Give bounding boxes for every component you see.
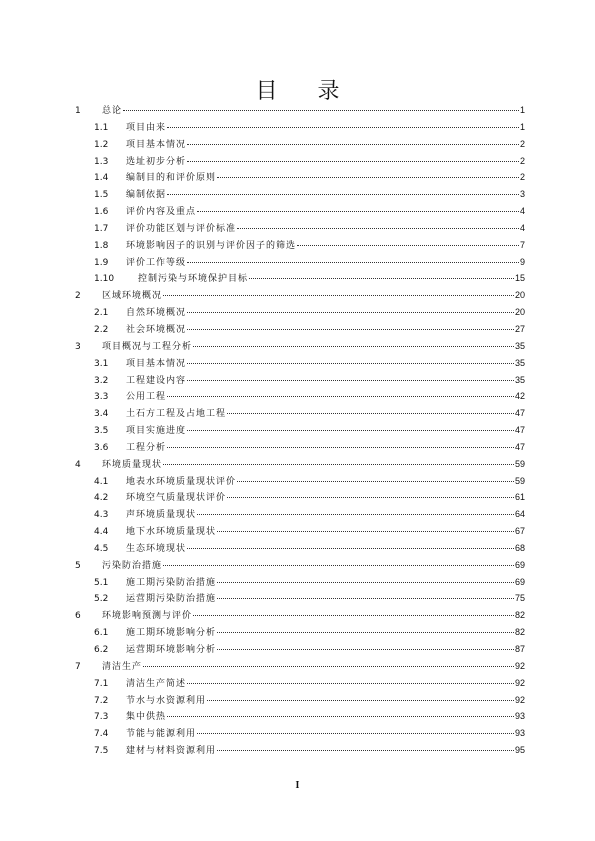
toc-entry-number: 1.1 bbox=[94, 122, 109, 133]
page-number: I bbox=[295, 780, 300, 791]
toc-section-entry[interactable] bbox=[70, 624, 525, 641]
toc-entry-page: 92 bbox=[514, 694, 525, 705]
dot-leader bbox=[187, 161, 519, 162]
toc-entry-number: 4.2 bbox=[94, 493, 109, 504]
toc-entry-title: 生态环境现状 bbox=[126, 543, 187, 554]
toc-entry-page: 20 bbox=[514, 290, 525, 301]
toc-entry-page: 42 bbox=[514, 391, 525, 402]
toc-section-entry[interactable] bbox=[70, 574, 525, 591]
toc-section-entry[interactable] bbox=[70, 372, 525, 389]
table-of-contents bbox=[70, 102, 525, 759]
toc-section-entry[interactable] bbox=[70, 153, 525, 170]
toc-entry-title: 环境影响预测与评价 bbox=[102, 611, 193, 622]
toc-entry-number: 4.3 bbox=[94, 510, 109, 521]
toc-entry-page: 95 bbox=[514, 745, 525, 756]
title-char-right: 录 bbox=[317, 79, 340, 104]
toc-entry-title: 区域环境概况 bbox=[102, 291, 163, 302]
toc-entry-title: 项目基本情况 bbox=[126, 358, 187, 369]
dot-leader bbox=[163, 464, 514, 465]
dot-leader bbox=[187, 329, 514, 330]
toc-entry-page: 92 bbox=[514, 660, 525, 671]
toc-entry-title: 声环境质量现状 bbox=[126, 510, 197, 521]
toc-entry-title: 编制依据 bbox=[126, 190, 167, 201]
toc-entry-page: 2 bbox=[519, 155, 525, 166]
toc-chapter-entry[interactable] bbox=[70, 287, 525, 304]
toc-entry-title: 环境影响因子的识别与评价因子的筛选 bbox=[126, 240, 297, 251]
toc-entry-number: 7.5 bbox=[94, 746, 109, 757]
dot-leader bbox=[217, 177, 519, 178]
toc-section-entry[interactable] bbox=[70, 708, 525, 725]
dot-leader bbox=[167, 447, 514, 448]
toc-entry-number: 1.7 bbox=[94, 223, 109, 234]
toc-entry-title: 工程分析 bbox=[126, 442, 167, 453]
dot-leader bbox=[237, 228, 519, 229]
toc-entry-number: 3.6 bbox=[94, 442, 109, 453]
toc-entry-page: 47 bbox=[514, 425, 525, 436]
dot-leader bbox=[187, 144, 519, 145]
toc-entry-page: 3 bbox=[519, 189, 525, 200]
dot-leader bbox=[187, 262, 519, 263]
toc-chapter-entry[interactable] bbox=[70, 456, 525, 473]
toc-chapter-entry[interactable] bbox=[70, 607, 525, 624]
toc-section-entry[interactable] bbox=[70, 136, 525, 153]
toc-entry-page: 9 bbox=[519, 256, 525, 267]
toc-section-entry[interactable] bbox=[70, 270, 525, 287]
dot-leader bbox=[193, 615, 514, 616]
toc-entry-page: 92 bbox=[514, 677, 525, 688]
toc-entry-title: 项目基本情况 bbox=[126, 139, 187, 150]
toc-entry-number: 7.4 bbox=[94, 729, 109, 740]
toc-entry-page: 47 bbox=[514, 408, 525, 419]
toc-entry-title: 集中供热 bbox=[126, 712, 167, 723]
toc-entry-page: 35 bbox=[514, 340, 525, 351]
toc-entry-title: 环境质量现状 bbox=[102, 459, 163, 470]
toc-entry-title: 运营期污染防治措施 bbox=[126, 594, 217, 605]
toc-chapter-entry[interactable] bbox=[70, 102, 525, 119]
dot-leader bbox=[163, 565, 514, 566]
toc-entry-title: 施工期环境影响分析 bbox=[126, 628, 217, 639]
toc-entry-page: 87 bbox=[514, 644, 525, 654]
toc-section-entry[interactable] bbox=[70, 725, 525, 742]
dot-leader bbox=[167, 194, 519, 195]
toc-entry-page: 15 bbox=[514, 273, 525, 284]
toc-entry-page: 27 bbox=[514, 323, 525, 334]
toc-entry-page: 82 bbox=[514, 627, 525, 638]
title-char-left: 目 bbox=[255, 79, 278, 104]
toc-entry-page: 35 bbox=[514, 357, 525, 368]
dot-leader bbox=[187, 312, 514, 313]
toc-entry-number: 7.2 bbox=[94, 695, 109, 706]
toc-entry-page: 1 bbox=[519, 105, 525, 115]
toc-section-entry[interactable] bbox=[70, 203, 525, 220]
toc-entry-title: 清洁生产简述 bbox=[126, 678, 187, 689]
toc-chapter-entry[interactable] bbox=[70, 658, 525, 675]
dot-leader bbox=[227, 413, 514, 414]
toc-entry-number: 5.1 bbox=[94, 577, 109, 588]
toc-section-entry[interactable] bbox=[70, 692, 525, 709]
toc-entry-number: 2.1 bbox=[94, 308, 109, 319]
toc-entry-page: 93 bbox=[514, 711, 525, 722]
page-title bbox=[0, 74, 595, 105]
toc-entry-title: 编制目的和评价原则 bbox=[126, 173, 217, 184]
dot-leader bbox=[187, 363, 514, 364]
toc-entry-title: 选址初步分析 bbox=[126, 156, 187, 167]
toc-entry-number: 3.4 bbox=[94, 409, 109, 420]
dot-leader bbox=[197, 514, 514, 515]
toc-entry-title: 环境空气质量现状评价 bbox=[126, 493, 227, 504]
toc-entry-title: 清洁生产 bbox=[102, 661, 143, 672]
toc-entry-page: 7 bbox=[519, 239, 525, 250]
toc-section-entry[interactable] bbox=[70, 355, 525, 372]
toc-section-entry[interactable] bbox=[70, 473, 525, 490]
toc-entry-number: 7.3 bbox=[94, 712, 109, 723]
toc-section-entry[interactable] bbox=[70, 523, 525, 540]
toc-entry-number: 1.3 bbox=[94, 156, 109, 167]
toc-section-entry[interactable] bbox=[70, 742, 525, 759]
toc-entry-number: 7 bbox=[75, 661, 81, 672]
toc-entry-page: 67 bbox=[514, 526, 525, 537]
toc-entry-number: 3.5 bbox=[94, 426, 109, 437]
dot-leader bbox=[297, 245, 519, 246]
toc-section-entry[interactable] bbox=[70, 220, 525, 237]
toc-entry-number: 1 bbox=[75, 106, 81, 116]
toc-entry-title: 节能与能源利用 bbox=[126, 729, 197, 740]
toc-section-entry[interactable] bbox=[70, 506, 525, 523]
dot-leader bbox=[187, 683, 514, 684]
toc-entry-number: 7.1 bbox=[94, 678, 109, 689]
dot-leader bbox=[123, 110, 519, 111]
toc-entry-page: 69 bbox=[514, 559, 525, 570]
toc-entry-title: 污染防治措施 bbox=[102, 560, 163, 571]
toc-entry-title: 控制污染与环境保护目标 bbox=[138, 274, 249, 285]
toc-section-entry[interactable] bbox=[70, 321, 525, 338]
toc-entry-number: 1.6 bbox=[94, 207, 109, 218]
toc-entry-title: 社会环境概况 bbox=[126, 324, 187, 335]
toc-entry-page: 59 bbox=[514, 458, 525, 469]
dot-leader bbox=[217, 598, 514, 599]
dot-leader bbox=[217, 750, 514, 751]
toc-chapter-entry[interactable] bbox=[70, 557, 525, 574]
toc-entry-title: 评价功能区划与评价标准 bbox=[126, 223, 237, 234]
toc-entry-page: 1 bbox=[519, 121, 525, 132]
toc-entry-number: 5.2 bbox=[94, 594, 109, 605]
toc-entry-page: 61 bbox=[514, 492, 525, 503]
toc-entry-title: 施工期污染防治措施 bbox=[126, 577, 217, 588]
dot-leader bbox=[143, 666, 514, 667]
toc-entry-number: 6.1 bbox=[94, 628, 109, 639]
toc-entry-number: 1.10 bbox=[94, 274, 115, 285]
toc-section-entry[interactable] bbox=[70, 422, 525, 439]
dot-leader bbox=[167, 396, 514, 397]
toc-section-entry[interactable] bbox=[70, 590, 525, 607]
toc-entry-page: 4 bbox=[519, 222, 525, 233]
toc-entry-number: 6.2 bbox=[94, 645, 109, 655]
toc-entry-number: 1.9 bbox=[94, 257, 109, 268]
dot-leader bbox=[187, 548, 514, 549]
dot-leader bbox=[227, 497, 514, 498]
dot-leader bbox=[163, 295, 514, 296]
toc-entry-page: 75 bbox=[514, 593, 525, 604]
toc-entry-number: 4.1 bbox=[94, 476, 109, 487]
toc-entry-number: 1.5 bbox=[94, 190, 109, 201]
dot-leader bbox=[167, 716, 514, 717]
toc-section-entry[interactable] bbox=[70, 388, 525, 405]
dot-leader bbox=[187, 430, 514, 431]
toc-section-entry[interactable] bbox=[70, 169, 525, 186]
toc-entry-page: 2 bbox=[519, 138, 525, 149]
toc-entry-title: 自然环境概况 bbox=[126, 308, 187, 319]
dot-leader bbox=[249, 278, 514, 279]
toc-entry-number: 3 bbox=[75, 341, 81, 352]
toc-entry-title: 项目由来 bbox=[126, 122, 167, 133]
toc-entry-title: 项目概况与工程分析 bbox=[102, 341, 193, 352]
dot-leader bbox=[207, 700, 514, 701]
toc-section-entry[interactable] bbox=[70, 186, 525, 203]
toc-entry-number: 5 bbox=[75, 560, 81, 571]
dot-leader bbox=[197, 733, 514, 734]
toc-entry-number: 6 bbox=[75, 611, 81, 622]
dot-leader bbox=[217, 649, 514, 650]
toc-section-entry[interactable] bbox=[70, 675, 525, 692]
toc-entry-page: 93 bbox=[514, 728, 525, 739]
dot-leader bbox=[187, 380, 514, 381]
toc-entry-title: 工程建设内容 bbox=[126, 375, 187, 386]
toc-entry-title: 总论 bbox=[102, 106, 123, 116]
toc-entry-page: 2 bbox=[519, 172, 525, 183]
toc-entry-page: 35 bbox=[514, 374, 525, 385]
toc-entry-title: 建材与材料资源利用 bbox=[126, 746, 217, 757]
toc-section-entry[interactable] bbox=[70, 119, 525, 136]
toc-entry-number: 1.8 bbox=[94, 240, 109, 251]
toc-entry-page: 4 bbox=[519, 206, 525, 217]
toc-entry-number: 4.4 bbox=[94, 527, 109, 538]
toc-entry-number: 4.5 bbox=[94, 543, 109, 554]
toc-entry-title: 评价工作等级 bbox=[126, 257, 187, 268]
dot-leader bbox=[217, 582, 514, 583]
toc-section-entry[interactable] bbox=[70, 489, 525, 506]
dot-leader bbox=[193, 346, 514, 347]
dot-leader bbox=[217, 632, 514, 633]
toc-section-entry[interactable] bbox=[70, 540, 525, 557]
toc-entry-number: 3.2 bbox=[94, 375, 109, 386]
dot-leader bbox=[237, 481, 514, 482]
toc-entry-page: 82 bbox=[514, 610, 525, 621]
toc-entry-number: 1.2 bbox=[94, 139, 109, 150]
toc-entry-page: 47 bbox=[514, 441, 525, 452]
toc-entry-number: 2.2 bbox=[94, 324, 109, 335]
dot-leader bbox=[167, 127, 519, 128]
toc-section-entry[interactable] bbox=[70, 641, 525, 658]
toc-entry-title: 地下水环境质量现状 bbox=[126, 527, 217, 538]
toc-entry-number: 1.4 bbox=[94, 173, 109, 184]
dot-leader bbox=[217, 531, 514, 532]
toc-section-entry[interactable] bbox=[70, 254, 525, 271]
toc-section-entry[interactable] bbox=[70, 439, 525, 456]
toc-section-entry[interactable] bbox=[70, 304, 525, 321]
toc-chapter-entry[interactable] bbox=[70, 338, 525, 355]
toc-entry-title: 项目实施进度 bbox=[126, 426, 187, 437]
toc-entry-page: 64 bbox=[514, 509, 525, 520]
toc-entry-page: 69 bbox=[514, 576, 525, 587]
toc-entry-title: 地表水环境质量现状评价 bbox=[126, 476, 237, 487]
toc-entry-page: 20 bbox=[514, 307, 525, 318]
toc-entry-number: 4 bbox=[75, 459, 81, 470]
toc-entry-page: 59 bbox=[514, 475, 525, 486]
toc-entry-number: 3.1 bbox=[94, 358, 109, 369]
toc-section-entry[interactable] bbox=[70, 405, 525, 422]
toc-entry-title: 评价内容及重点 bbox=[126, 207, 197, 218]
toc-entry-page: 68 bbox=[514, 542, 525, 553]
toc-entry-title: 土石方工程及占地工程 bbox=[126, 409, 227, 420]
toc-entry-title: 节水与水资源利用 bbox=[126, 695, 207, 706]
toc-entry-number: 3.3 bbox=[94, 392, 109, 403]
toc-section-entry[interactable] bbox=[70, 237, 525, 254]
toc-entry-title: 运营期环境影响分析 bbox=[126, 645, 217, 655]
toc-entry-title: 公用工程 bbox=[126, 392, 167, 403]
toc-entry-number: 2 bbox=[75, 291, 81, 302]
dot-leader bbox=[197, 211, 519, 212]
